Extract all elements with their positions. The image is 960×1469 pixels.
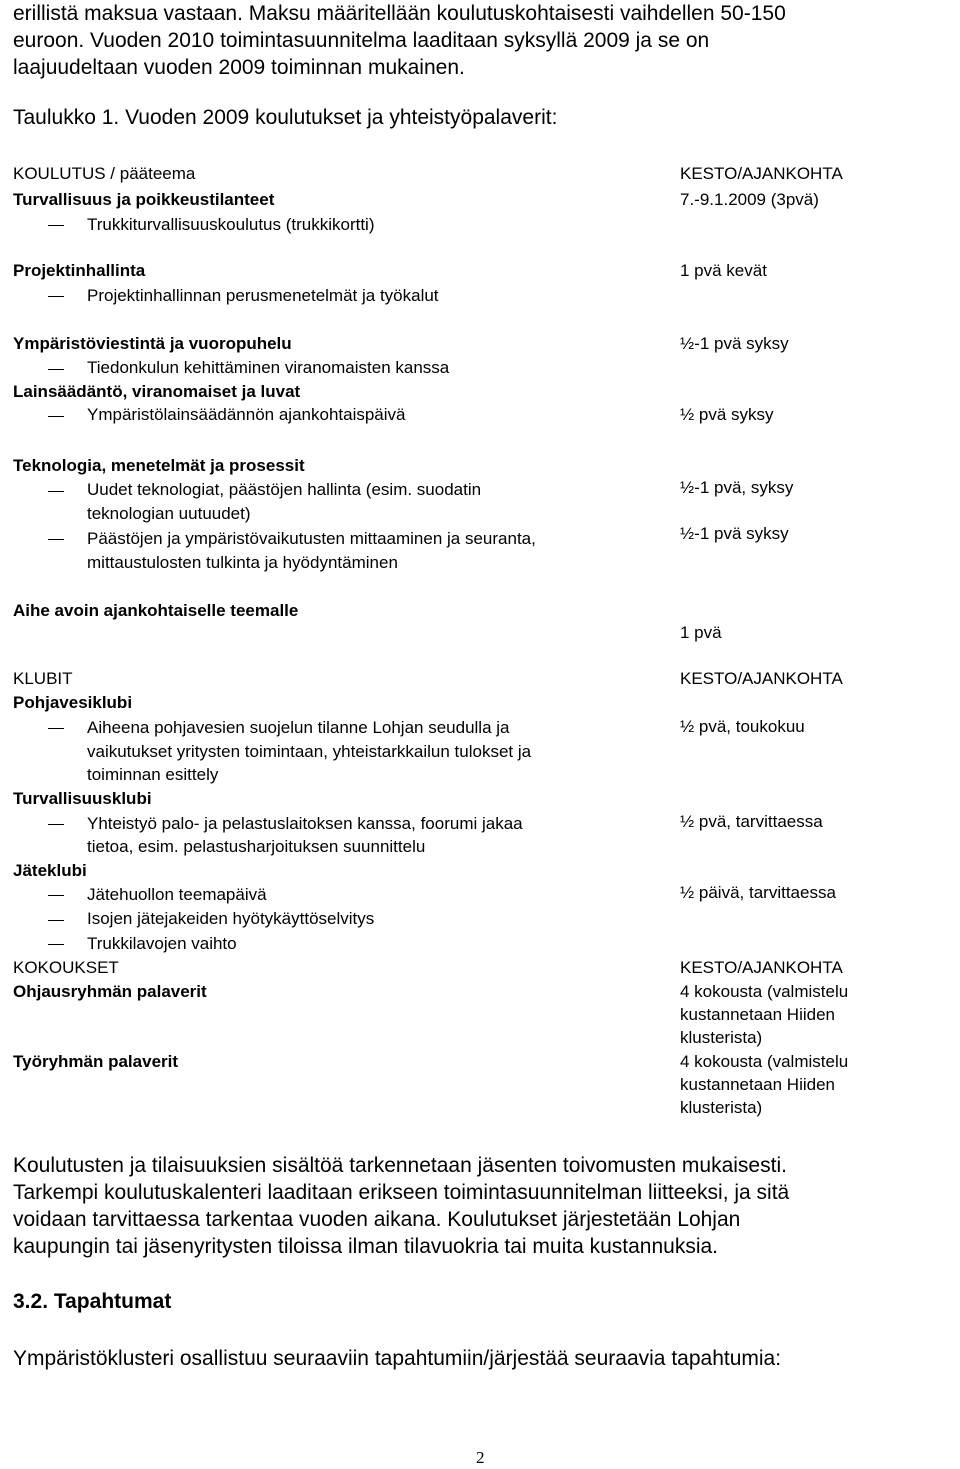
club-name: Turvallisuusklubi	[13, 789, 152, 808]
dash-bullet	[48, 944, 64, 945]
club-name: Jäteklubi	[13, 861, 87, 880]
intro-line-2: euroon. Vuoden 2010 toimintasuunnitelma laaditaan syksyllä 2009 ja se on	[13, 29, 710, 52]
clubs-header-right: KESTO/AJANKOHTA	[680, 669, 843, 688]
club-row-label: tietoa, esim. pelastusharjoituksen suunnittelu	[87, 837, 426, 856]
meeting-name: Työryhmän palaverit	[13, 1052, 179, 1071]
table-row-label: Trukkiturvallisuuskoulutus (trukkikortti)	[87, 215, 375, 234]
table-row-duration: 7.-9.1.2009 (3pvä)	[680, 190, 819, 209]
table-row-label: Ympäristöviestintä ja vuoropuhelu	[13, 334, 292, 353]
table-row-label: Aihe avoin ajankohtaiselle teemalle	[13, 601, 299, 620]
meeting-duration: kustannetaan Hiiden	[680, 1075, 836, 1094]
table-row-duration: ½-1 pvä syksy	[680, 524, 789, 543]
club-row-label: Trukkilavojen vaihto	[87, 934, 237, 953]
intro-line-1: erillistä maksua vastaan. Maksu määritellään koulutuskohtaisesti vaihdellen 50-150	[13, 2, 786, 25]
meeting-name: Ohjausryhmän palaverit	[13, 982, 207, 1001]
club-row-duration: ½ päivä, tarvittaessa	[680, 883, 836, 902]
club-row-label: Isojen jätejakeiden hyötykäyttöselvitys	[87, 909, 375, 928]
body-line-1: Koulutusten ja tilaisuuksien sisältöä tarkennetaan jäsenten toivomusten mukaisesti.	[13, 1154, 787, 1177]
club-row-label: Jätehuollon teemapäivä	[87, 885, 267, 904]
club-row-label: toiminnan esittely	[87, 765, 219, 784]
meetings-header-right: KESTO/AJANKOHTA	[680, 958, 843, 977]
dash-bullet	[48, 895, 64, 896]
table-header-right: KESTO/AJANKOHTA	[680, 164, 843, 183]
table-row-label: Uudet teknologiat, päästöjen hallinta (esim. suodatin	[87, 480, 482, 499]
club-name: Pohjavesiklubi	[13, 693, 133, 712]
meeting-duration: 4 kokousta (valmistelu	[680, 1052, 849, 1071]
table-row-label: teknologian uutuudet)	[87, 504, 251, 523]
table-row-duration: ½-1 pvä syksy	[680, 334, 789, 353]
intro-line-3: laajuudeltaan vuoden 2009 toiminnan mukainen.	[13, 56, 465, 79]
table-row-label: mittaustulosten tulkinta ja hyödyntäminen	[87, 553, 398, 572]
club-row-duration: ½ pvä, toukokuu	[680, 717, 805, 736]
table-row-duration: 1 pvä kevät	[680, 261, 767, 280]
table-row-label: Tiedonkulun kehittäminen viranomaisten kanssa	[87, 358, 450, 377]
club-row-label: Aiheena pohjavesien suojelun tilanne Lohjan seudulla ja	[87, 718, 510, 737]
meetings-header-left: KOKOUKSET	[13, 958, 119, 977]
section-text: Ympäristöklusteri osallistuu seuraaviin tapahtumiin/järjestää seuraavia tapahtumia:	[13, 1347, 782, 1370]
dash-bullet	[48, 491, 64, 492]
section-heading: 3.2. Tapahtumat	[13, 1290, 172, 1313]
meeting-duration: klusterista)	[680, 1098, 763, 1117]
page-number: 2	[476, 1448, 485, 1467]
table-row-label: Teknologia, menetelmät ja prosessit	[13, 456, 305, 475]
dash-bullet	[48, 539, 64, 540]
table-header-left: KOULUTUS / pääteema	[13, 164, 196, 183]
table-row-duration: ½ pvä syksy	[680, 405, 774, 424]
table-caption: Taulukko 1. Vuoden 2009 koulutukset ja yhteistyöpalaverit:	[13, 106, 558, 129]
body-line-2: Tarkempi koulutuskalenteri laaditaan erikseen toimintasuunnitelman liitteeksi, ja sitä	[13, 1181, 790, 1204]
club-row-label: Yhteistyö palo- ja pelastuslaitoksen kanssa, foorumi jakaa	[87, 814, 523, 833]
table-row-label: Projektinhallinta	[13, 261, 146, 280]
dash-bullet	[48, 824, 64, 825]
body-line-4: kaupungin tai jäsenyritysten tiloissa ilman tilavuokria tai muita kustannuksia.	[13, 1235, 719, 1258]
club-row-duration: ½ pvä, tarvittaessa	[680, 812, 823, 831]
clubs-header-left: KLUBIT	[13, 669, 73, 688]
table-row-label: Ympäristölainsäädännön ajankohtaispäivä	[87, 405, 406, 424]
meeting-duration: klusterista)	[680, 1028, 763, 1047]
meeting-duration: 4 kokousta (valmistelu	[680, 982, 849, 1001]
table-row-label: Päästöjen ja ympäristövaikutusten mittaaminen ja seuranta,	[87, 529, 536, 548]
table-row-label: Turvallisuus ja poikkeustilanteet	[13, 190, 275, 209]
body-line-3: voidaan tarvittaessa tarkentaa vuoden aikana. Koulutukset järjestetään Lohjan	[13, 1208, 741, 1231]
table-row-duration: ½-1 pvä, syksy	[680, 478, 794, 497]
dash-bullet	[48, 728, 64, 729]
dash-bullet	[48, 296, 64, 297]
dash-bullet	[48, 225, 64, 226]
dash-bullet	[48, 369, 64, 370]
dash-bullet	[48, 920, 64, 921]
table-row-label: Projektinhallinnan perusmenetelmät ja työkalut	[87, 286, 439, 305]
club-row-label: vaikutukset yritysten toimintaan, yhteistarkkailun tulokset ja	[87, 742, 532, 761]
dash-bullet	[48, 416, 64, 417]
table-row-label: Lainsäädäntö, viranomaiset ja luvat	[13, 382, 301, 401]
table-row-duration: 1 pvä	[680, 623, 722, 642]
meeting-duration: kustannetaan Hiiden	[680, 1005, 836, 1024]
